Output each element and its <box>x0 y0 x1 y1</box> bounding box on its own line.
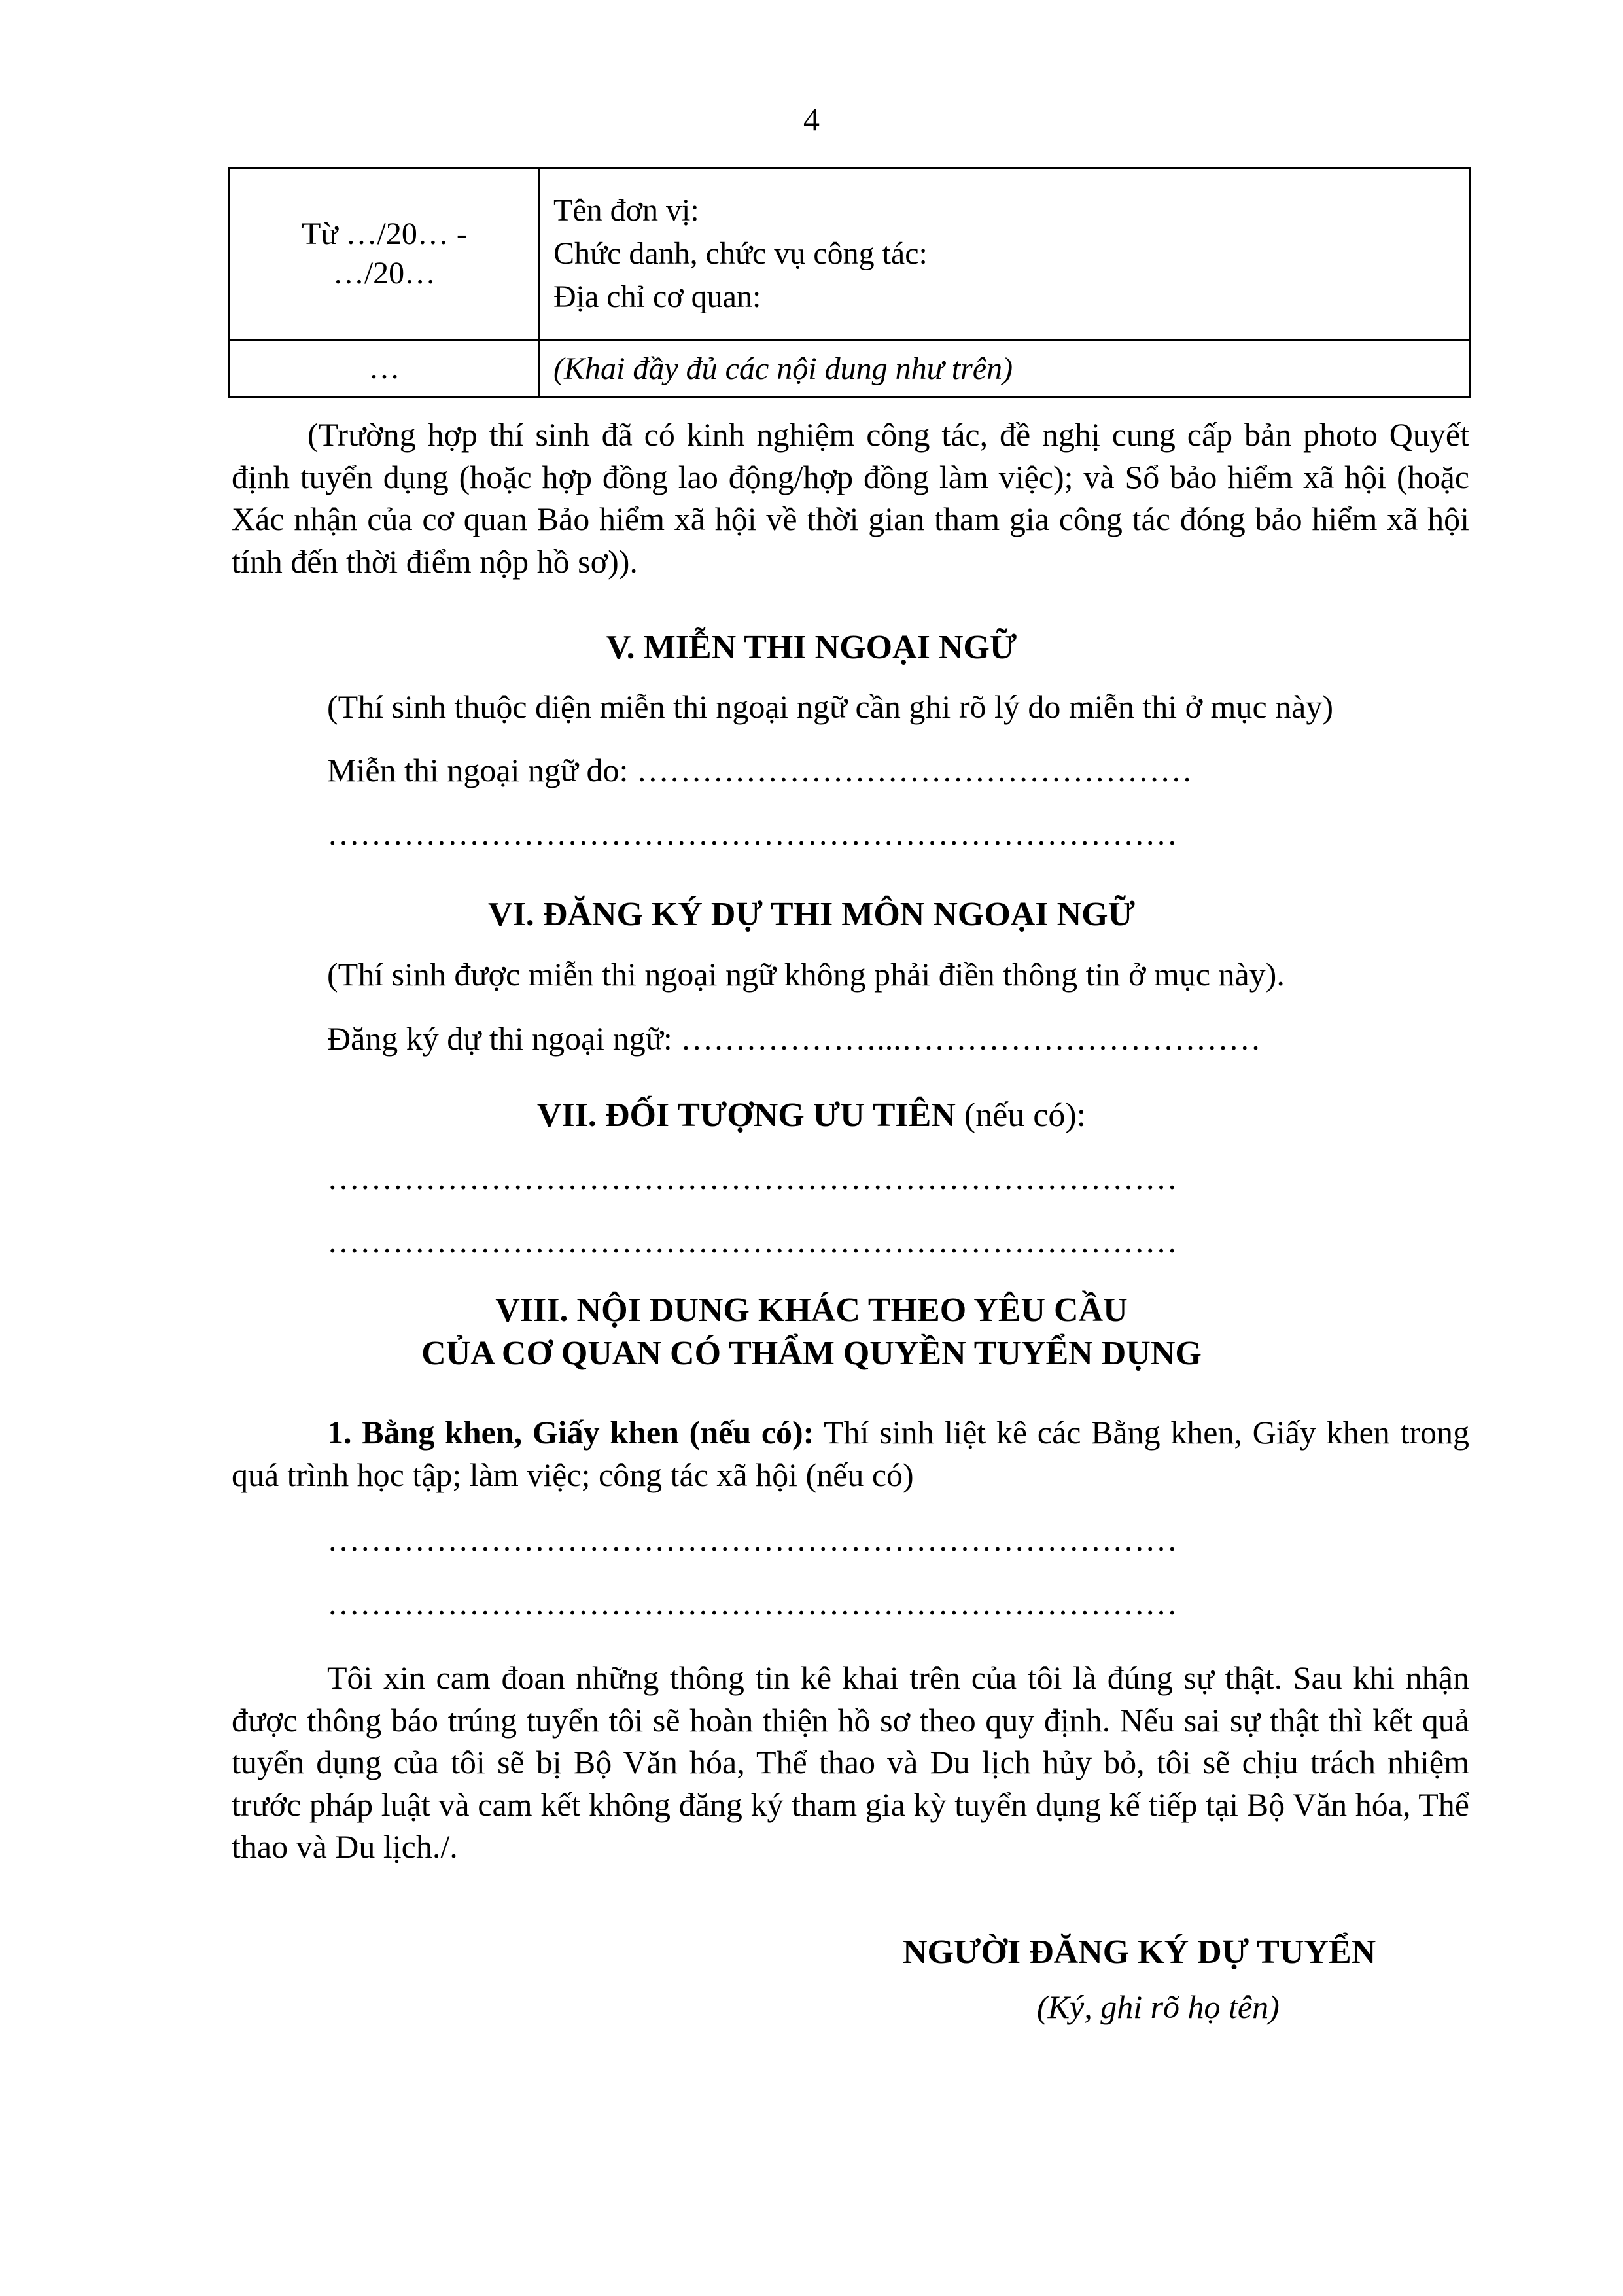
section-5-note: (Thí sinh thuộc diện miễn thi ngoại ngữ cần ghi rõ lý do miễn thi ở mục này) <box>327 688 1333 725</box>
foreign-language-field: Đăng ký dự thi ngoại ngữ: ………………...…………………………… <box>327 1020 1261 1057</box>
section-8-title-line2: CỦA CƠ QUAN CÓ THẨM QUYỀN TUYỂN DỤNG <box>421 1335 1202 1372</box>
dotted-line: …………………………………………………………………… <box>327 815 1178 852</box>
details-cell <box>540 168 1471 340</box>
table-row <box>230 340 1471 397</box>
unit-name-field: Tên đơn vị: <box>553 193 699 228</box>
awards-item-text: Thí sinh liệt kê các Bằng khen, Giấy khen trong quá trình học tập; làm việc; công tác xã hội (nếu có) <box>232 1414 1469 1493</box>
page-number: 4 <box>803 101 820 137</box>
commitment-paragraph: Tôi xin cam đoan những thông tin kê khai trên của tôi là đúng sự thật. Sau khi nhận được thông báo trúng tuyển tôi sẽ hoàn thiện hồ sơ theo quy định. Nếu sai sự thật thì kết quả tuyển dụng của tôi sẽ bị Bộ Văn hóa, Thể thao và Du lịch hủy bỏ, tôi sẽ chịu trách nhiệm trước pháp luật và cam kết không đăng ký tham gia kỳ tuyển dụng kế tiếp tại Bộ Văn hóa, Thể thao và Du lịch./. <box>232 1659 1469 1865</box>
experience-note: (Trường hợp thí sinh đã có kinh nghiệm công tác, đề nghị cung cấp bản photo Quyết định tuyển dụng (hoặc hợp đồng lao động/hợp đồng làm việc); và Sổ bảo hiểm xã hội (hoặc Xác nhận của cơ quan Bảo hiểm xã hội về thời gian tham gia công tác đóng bảo hiểm xã hội tính đến thời điểm nộp hồ sơ)). <box>232 416 1469 580</box>
dotted-line: …………………………………………………………………… <box>327 1223 1178 1260</box>
work-history-table <box>228 167 1471 398</box>
fill-note-cell: (Khai đầy đủ các nội dung như trên) <box>540 340 1471 397</box>
period-from: Từ …/20… - <box>302 217 467 251</box>
section-7-title-text: VII. ĐỐI TƯỢNG ƯU TIÊN <box>536 1097 956 1134</box>
awards-item <box>232 1411 1469 1496</box>
exemption-reason-field: Miễn thi ngoại ngữ do: …………………………………………… <box>327 752 1193 788</box>
section-6-title: VI. ĐĂNG KÝ DỰ THI MÔN NGOẠI NGỮ <box>488 896 1135 933</box>
dotted-line: …………………………………………………………………… <box>327 1159 1178 1196</box>
section-7-title <box>0 1094 1623 1137</box>
awards-item-label: 1. Bằng khen, Giấy khen (nếu có): <box>327 1414 814 1451</box>
period-cell: … <box>230 340 540 397</box>
dotted-line: …………………………………………………………………… <box>327 1521 1178 1558</box>
signature-note: (Ký, ghi rõ họ tên) <box>1037 1988 1280 2025</box>
section-7-title-suffix: (nếu có): <box>955 1097 1087 1134</box>
period-cell <box>230 168 540 340</box>
section-5-title: V. MIỄN THI NGOẠI NGỮ <box>606 629 1017 666</box>
section-6-note: (Thí sinh được miễn thi ngoại ngữ không phải điền thông tin ở mục này). <box>327 956 1285 993</box>
address-field: Địa chỉ cơ quan: <box>553 279 761 314</box>
dotted-line: …………………………………………………………………… <box>327 1585 1178 1621</box>
signature-title: NGƯỜI ĐĂNG KÝ DỰ TUYỂN <box>903 1934 1376 1971</box>
table-row <box>230 168 1471 340</box>
section-8-title-line1: VIII. NỘI DUNG KHÁC THEO YÊU CẦU <box>495 1292 1128 1329</box>
position-field: Chức danh, chức vụ công tác: <box>553 236 928 271</box>
period-to: …/20… <box>332 256 436 291</box>
